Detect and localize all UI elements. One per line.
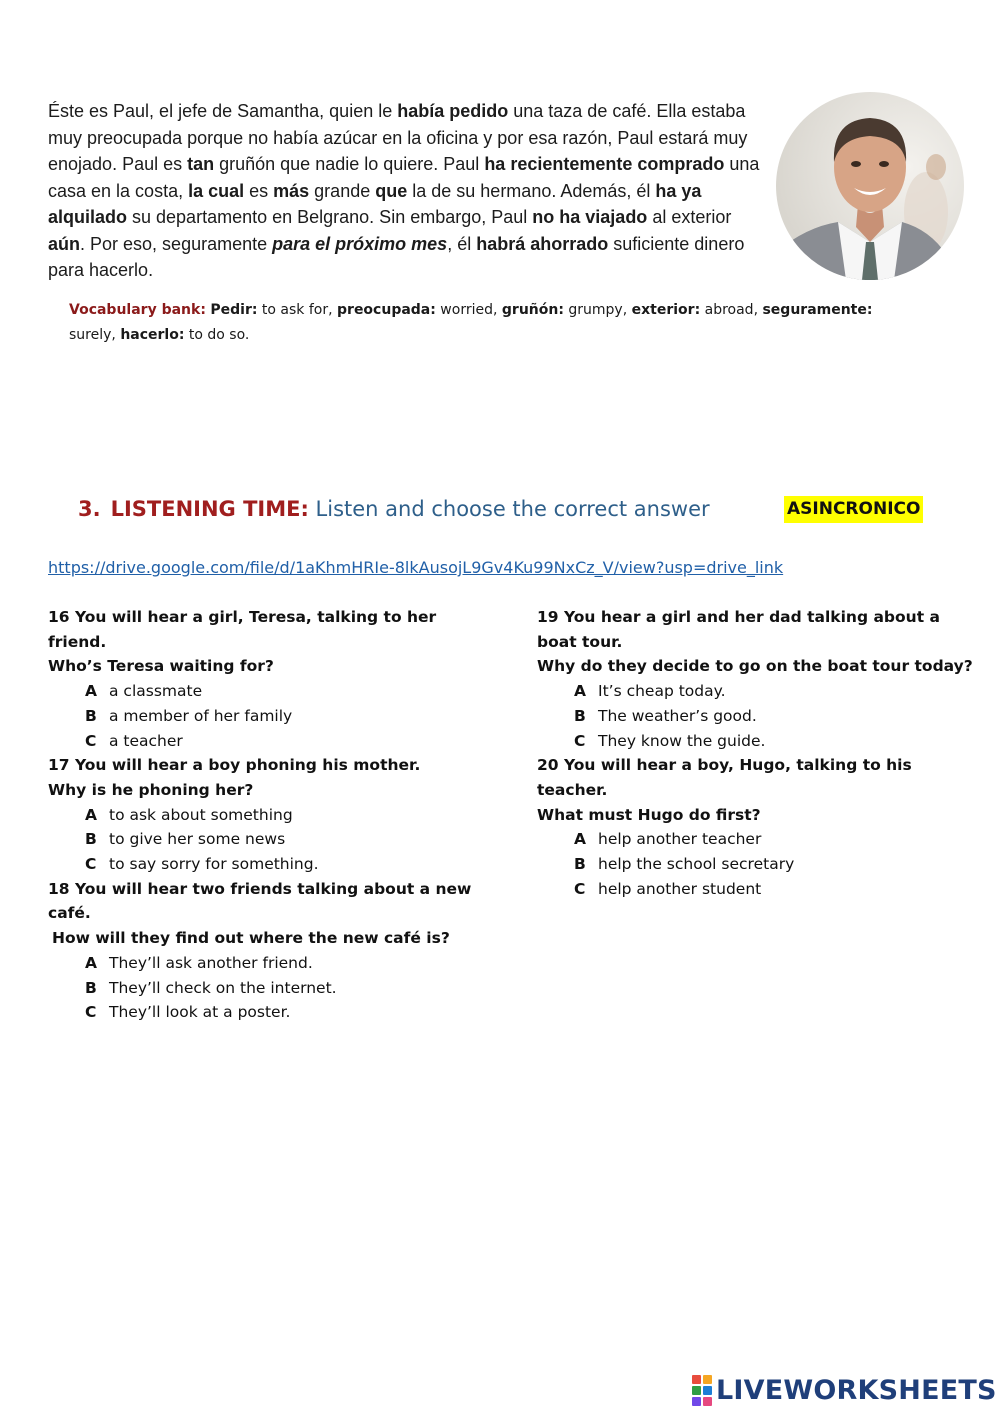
option-letter: B <box>85 706 97 725</box>
reading-paragraph: Éste es Paul, el jefe de Samantha, quien le había pedido una taza de café. Ella estaba muy preocupada porque no había azúcar en la oficina y por esa razón, Paul estará muy enojado. Paul es tan gruñón que nadie lo quiere. Paul ha recientemente comprado una casa en la costa, la cual es más grande que la de su hermano. Además, él ha ya alquilado su departamento en Belgrano. Sin embargo, Paul no ha viajado al exterior aún. Por eso, seguramente para el próximo mes, él habrá ahorrado suficiente dinero para hacerlo. <box>48 101 760 280</box>
answer-option[interactable] <box>48 704 488 729</box>
answer-option[interactable] <box>48 827 488 852</box>
option-text: help the school secretary <box>598 855 795 874</box>
option-text: help another teacher <box>598 830 762 849</box>
answer-option[interactable] <box>537 827 977 852</box>
option-letter: A <box>574 682 586 701</box>
vocab-term: preocupada: <box>337 302 436 318</box>
vocab-term: Pedir: <box>210 302 258 318</box>
answer-option[interactable] <box>537 852 977 877</box>
businessman-portrait-image <box>776 92 964 280</box>
section-heading <box>78 493 710 525</box>
answer-option[interactable] <box>537 877 977 902</box>
option-letter: A <box>85 682 97 701</box>
vocab-term: seguramente: <box>762 302 873 318</box>
question-16 <box>48 605 488 753</box>
option-letter: C <box>85 1003 97 1022</box>
vocab-term: exterior: <box>631 302 701 318</box>
vocab-definition: grumpy, <box>563 302 632 318</box>
answer-option[interactable] <box>537 704 977 729</box>
answer-option[interactable] <box>48 852 488 877</box>
option-letter: C <box>85 855 97 874</box>
question-title: 19 You hear a girl and her dad talking about a boat tour. <box>537 608 940 651</box>
option-letter: B <box>85 830 97 849</box>
question-19 <box>537 605 977 753</box>
option-letter: A <box>574 830 586 849</box>
logo-text: LIVEWORKSHEETS <box>716 1374 997 1406</box>
option-text: a classmate <box>109 682 203 701</box>
option-letter: C <box>574 731 586 750</box>
answer-option[interactable] <box>537 679 977 704</box>
question-title: 18 You will hear two friends talking about a new café. <box>48 879 472 923</box>
logo-blocks-icon <box>692 1375 712 1406</box>
option-text: a member of her family <box>109 706 293 725</box>
questions-left-column <box>48 605 488 1025</box>
vocab-definition: worried, <box>435 302 502 318</box>
questions-right-column <box>537 605 977 901</box>
section-title: LISTENING TIME: <box>110 497 309 521</box>
option-text: a teacher <box>109 731 183 750</box>
option-letter: B <box>574 855 586 874</box>
answer-option[interactable] <box>48 679 488 704</box>
option-text: They’ll check on the internet. <box>109 978 337 997</box>
vocab-term: gruñón: <box>501 302 564 318</box>
option-letter: A <box>85 953 97 972</box>
vocab-definition: to do so. <box>184 327 250 343</box>
answer-option[interactable] <box>48 729 488 754</box>
question-17 <box>48 753 488 877</box>
question-prompt: Why do they decide to go on the boat tour today? <box>537 657 973 676</box>
option-text: They’ll look at a poster. <box>109 1003 291 1022</box>
question-title: 16 You will hear a girl, Teresa, talking to her friend. <box>48 608 437 651</box>
question-title: 17 You will hear a boy phoning his mother. <box>48 756 421 775</box>
section-subtitle: Listen and choose the correct answer <box>308 497 710 521</box>
asincronico-badge: ASINCRONICO <box>784 496 923 523</box>
answer-option[interactable] <box>537 729 977 754</box>
vocab-definition: to ask for, <box>257 302 338 318</box>
audio-drive-link[interactable]: https://drive.google.com/file/d/1aKhmHRIe-8lkAusojL9Gv4Ku99NxCz_V/view?usp=drive_link <box>48 558 784 577</box>
option-letter: C <box>574 879 586 898</box>
liveworksheets-logo <box>692 1373 997 1407</box>
question-prompt: How will they find out where the new café is? <box>52 929 450 948</box>
businessman-portrait <box>776 92 964 280</box>
answer-option[interactable] <box>48 976 488 1001</box>
vocab-definition: abroad, <box>700 302 763 318</box>
option-text: The weather’s good. <box>598 706 757 725</box>
option-letter: C <box>85 731 97 750</box>
option-text: help another student <box>598 879 762 898</box>
option-letter: B <box>85 978 97 997</box>
question-20 <box>537 753 977 901</box>
option-text: to give her some news <box>109 830 286 849</box>
answer-option[interactable] <box>48 803 488 828</box>
vocab-term: hacerlo: <box>120 327 185 343</box>
question-prompt: Who’s Teresa waiting for? <box>48 657 274 676</box>
answer-option[interactable] <box>48 951 488 976</box>
option-text: They’ll ask another friend. <box>109 953 313 972</box>
option-text: It’s cheap today. <box>598 682 726 701</box>
question-prompt: Why is he phoning her? <box>48 780 254 799</box>
option-text: to ask about something <box>109 805 293 824</box>
option-text: They know the guide. <box>598 731 766 750</box>
vocabulary-bank-label: Vocabulary bank: <box>69 302 206 318</box>
section-number: 3. <box>78 497 101 521</box>
question-title: 20 You will hear a boy, Hugo, talking to his teacher. <box>537 756 912 799</box>
vocab-definition: surely, <box>69 327 121 343</box>
answer-option[interactable] <box>48 1000 488 1025</box>
vocabulary-bank <box>69 298 889 348</box>
question-prompt: What must Hugo do first? <box>537 805 761 824</box>
option-letter: B <box>574 706 586 725</box>
question-18 <box>48 877 488 1025</box>
option-text: to say sorry for something. <box>109 855 319 874</box>
option-letter: A <box>85 805 97 824</box>
